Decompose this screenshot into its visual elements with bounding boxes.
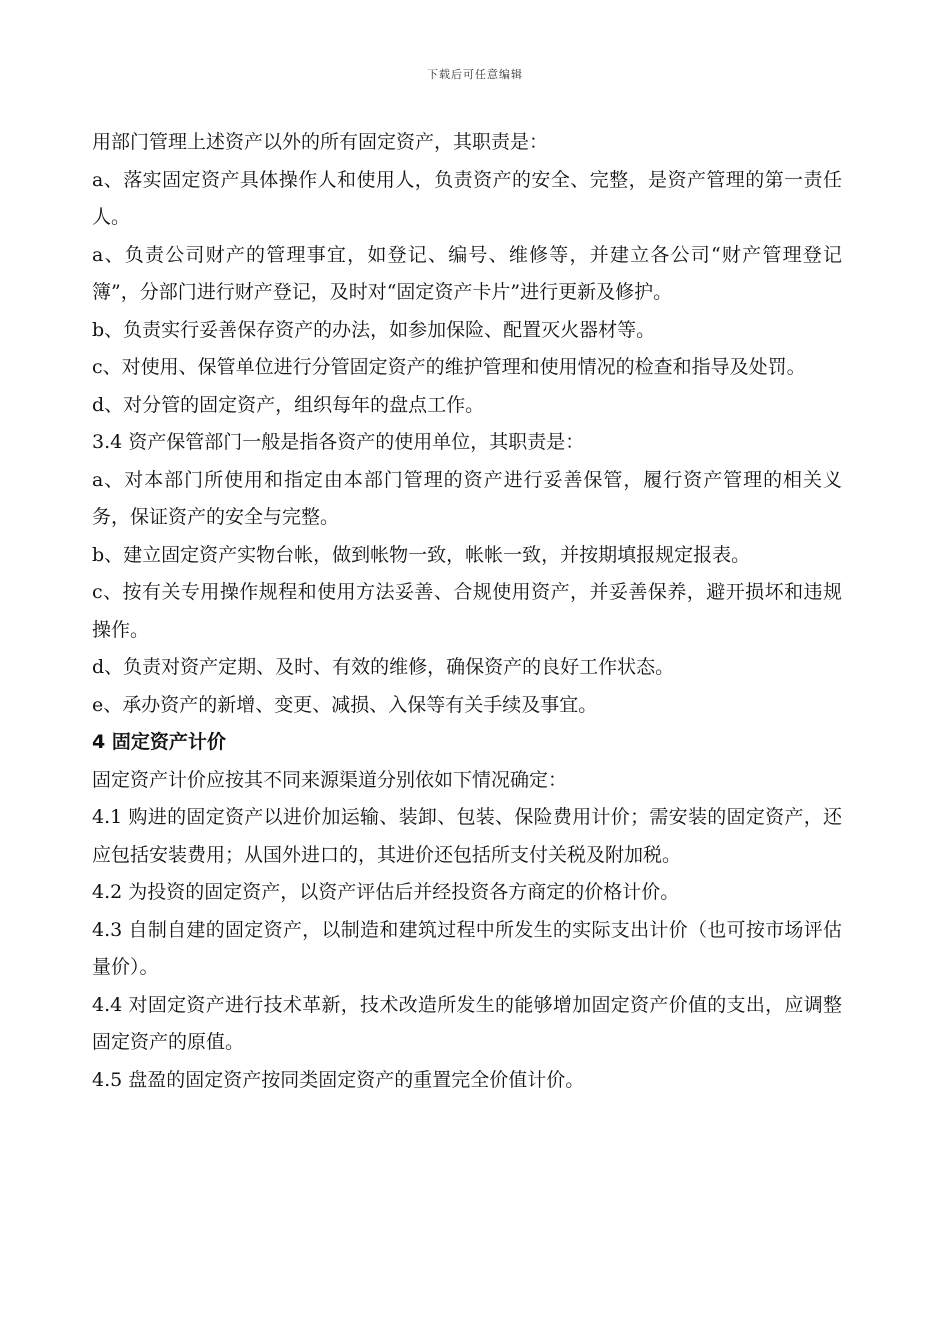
paragraph-item: a、落实固定资产具体操作人和使用人，负责资产的安全、完整，是资产管理的第一责任人。 bbox=[92, 168, 842, 228]
paragraph-item: b、建立固定资产实物台帐，做到帐物一致，帐帐一致，并按期填报规定报表。 bbox=[92, 543, 751, 566]
paragraph-clause-4-2: 4.2 为投资的固定资产，以资产评估后并经投资各方商定的价格计价。 bbox=[92, 881, 680, 903]
paragraph-item: c、对使用、保管单位进行分管固定资产的维护管理和使用情况的检查和指导及处罚。 bbox=[92, 356, 806, 378]
paragraph-item: e、承办资产的新增、变更、减损、入保等有关手续及事宜。 bbox=[92, 693, 598, 716]
paragraph-item: d、负责对资产定期、及时、有效的维修，确保资产的良好工作状态。 bbox=[92, 656, 675, 678]
paragraph-item: a、负责公司财产的管理事宜，如登记、编号、维修等，并建立各公司“财产管理登记簿”，分部门进行财产登记，及时对“固定资产卡片”进行更新及修护。 bbox=[92, 243, 842, 303]
paragraph-clause-3-4: 3.4 资产保管部门一般是指各资产的使用单位，其职责是： bbox=[92, 431, 585, 453]
paragraph-clause-4-5: 4.5 盘盈的固定资产按同类固定资产的重置完全价值计价。 bbox=[92, 1068, 585, 1091]
paragraph-item: d、对分管的固定资产，组织每年的盘点工作。 bbox=[92, 393, 485, 416]
header-note: 下载后可任意编辑 bbox=[427, 68, 523, 81]
section-heading-4: 4 固定资产计价 bbox=[92, 731, 226, 753]
paragraph-intro: 用部门管理上述资产以外的所有固定资产，其职责是： bbox=[92, 131, 549, 153]
paragraph-item: b、负责实行妥善保存资产的办法，如参加保险、配置灭火器材等。 bbox=[92, 318, 656, 341]
paragraph-item: a、对本部门所使用和指定由本部门管理的资产进行妥善保管，履行资产管理的相关义务，保证资产的安全与完整。 bbox=[92, 468, 842, 528]
paragraph-item: c、按有关专用操作规程和使用方法妥善、合规使用资产，并妥善保养，避开损坏和违规操作。 bbox=[92, 581, 842, 641]
paragraph-clause-4-3: 4.3 自制自建的固定资产，以制造和建筑过程中所发生的实际支出计价（也可按市场评估量价）。 bbox=[92, 918, 842, 978]
paragraph-clause-4-1: 4.1 购进的固定资产以进价加运输、装卸、包装、保险费用计价；需安装的固定资产，还应包括安装费用；从国外进口的，其进价还包括所支付关税及附加税。 bbox=[92, 806, 842, 866]
paragraph-intro: 固定资产计价应按其不同来源渠道分别依如下情况确定： bbox=[92, 768, 568, 791]
paragraph-clause-4-4: 4.4 对固定资产进行技术革新，技术改造所发生的能够增加固定资产价值的支出，应调整固定资产的原值。 bbox=[92, 993, 842, 1053]
document-body bbox=[92, 124, 842, 1099]
